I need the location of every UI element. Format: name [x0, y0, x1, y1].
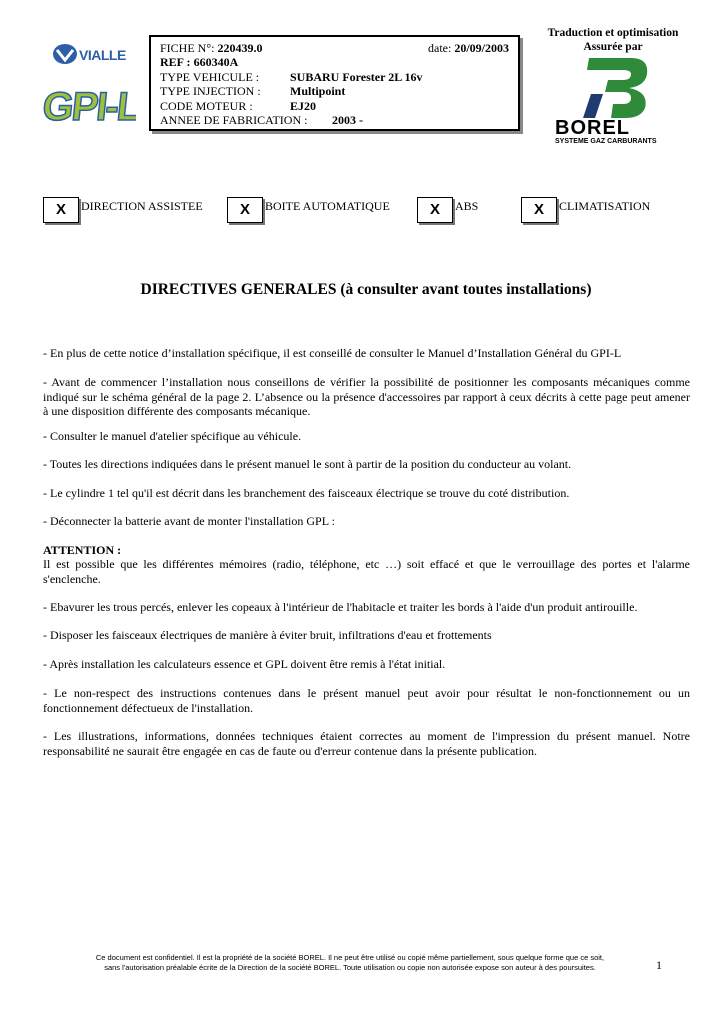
option-checkbox: X: [521, 197, 557, 223]
option-label: BOITE AUTOMATIQUE: [265, 199, 390, 213]
vehicle-label: TYPE VEHICULE :: [160, 69, 260, 84]
injection-value: Multipoint: [290, 84, 346, 99]
option-label: DIRECTION ASSISTEE: [81, 199, 203, 213]
paragraph: - Avant de commencer l’installation nous conseillons de vérifier la possibilité de positionner les composants mécaniques comme indiqué sur le schéma général de la page 2. L’absence ou la présence d'accessoires par rapport à ceux décrits à cette page peut amener à une disposition différente des composants mécanique.: [43, 375, 690, 418]
injection-label: TYPE INJECTION :: [160, 84, 261, 99]
confidentiality-footer: [30, 953, 670, 972]
ref-row: [160, 55, 518, 69]
paragraph: - Disposer les faisceaux électriques de manière à éviter bruit, infiltrations d'eau et frottements: [43, 628, 492, 642]
fiche-number: 220439.0: [217, 41, 263, 55]
attention-label: ATTENTION :: [43, 543, 122, 557]
paragraph: - Le cylindre 1 tel qu'il est décrit dans les branchement des faisceaux électrique se trouve du coté distribution.: [43, 486, 570, 500]
date-block: [428, 41, 509, 55]
injection-row: [160, 84, 518, 98]
paragraph: - Les illustrations, informations, données techniques étaient correctes au moment de l'impression du présent manuel. Notre responsabilité ne saurait être engagée en cas de faute ou d'erreur contenue dans la présente publication.: [43, 729, 690, 758]
engine-value: EJ20: [290, 98, 317, 113]
engine-label: CODE MOTEUR :: [160, 98, 253, 113]
footer-line: sans l'autorisation préalable écrite de la Direction de la société BOREL. Toute utilisation ou copie non autorisée expose son auteur à des poursuites.: [104, 962, 596, 972]
option-label: ABS: [455, 199, 479, 213]
option-checkbox: X: [43, 197, 79, 223]
ref-value: 660340A: [193, 55, 239, 70]
paragraph: Il est possible que les différentes mémoires (radio, téléphone, etc …) soit effacé et que le verrouillage des portes et l'alarme s'enclenche.: [43, 557, 690, 586]
borel-intro: [528, 26, 698, 54]
year-label: ANNEE DE FABRICATION :: [160, 112, 308, 127]
engine-row: [160, 99, 518, 113]
paragraph: - Toutes les directions indiquées dans le présent manuel le sont à partir de la position du conducteur au volant.: [43, 457, 572, 471]
date-value: 20/09/2003: [454, 41, 509, 55]
borel-intro-line1: Traduction et optimisation: [547, 27, 679, 39]
page-number: 1: [656, 958, 662, 972]
year-row: [160, 113, 518, 127]
paragraph: - Ebavurer les trous percés, enlever les copeaux à l'intérieur de l'habitacle et traiter les bords à l'aide d'un produit antirouille.: [43, 600, 638, 614]
vehicle-row: [160, 70, 518, 84]
paragraph: - Après installation les calculateurs essence et GPL doivent être remis à l'état initial.: [43, 657, 446, 671]
svg-text:BOREL: BOREL: [555, 117, 630, 139]
vialle-gpil-logo: [38, 38, 136, 130]
paragraph: - Le non-respect des instructions contenues dans le présent manuel peut avoir pour résultat le non-fonctionnement ou un fonctionnement défectueux de l'installation.: [43, 686, 690, 715]
year-value: 2003 -: [332, 112, 363, 127]
date-label: date:: [428, 41, 452, 55]
vehicle-info-box: [149, 35, 520, 131]
option-checkbox: X: [417, 197, 453, 223]
paragraph: - En plus de cette notice d’installation spécifique, il est conseillé de consulter le Manuel d’Installation Général du GPI-L: [43, 346, 622, 360]
borel-logo: [553, 54, 679, 144]
svg-text:GPI-L: GPI-L: [40, 85, 136, 129]
svg-text:SYSTEME GAZ CARBURANTS: SYSTEME GAZ CARBURANTS: [555, 138, 657, 144]
paragraph: - Déconnecter la batterie avant de monter l'installation GPL :: [43, 514, 335, 528]
vehicle-value: SUBARU Forester 2L 16v: [290, 69, 423, 84]
option-checkbox: X: [227, 197, 263, 223]
ref-label: REF :: [160, 55, 191, 70]
section-heading: DIRECTIVES GENERALES (à consulter avant toutes installations): [140, 281, 592, 298]
paragraph: - Consulter le manuel d'atelier spécifique au véhicule.: [43, 429, 302, 443]
borel-intro-line2: Assurée par: [583, 41, 643, 53]
svg-text:VIALLE: VIALLE: [79, 47, 126, 63]
fiche-label: FICHE N°:: [160, 41, 215, 55]
fiche-row: [160, 41, 518, 55]
footer-line: Ce document est confidentiel. Il est la propriété de la société BOREL. Il ne peut être utilisé ou copié même partiellement, sous quelque forme que ce soit,: [95, 953, 605, 962]
option-label: CLIMATISATION: [559, 199, 651, 213]
